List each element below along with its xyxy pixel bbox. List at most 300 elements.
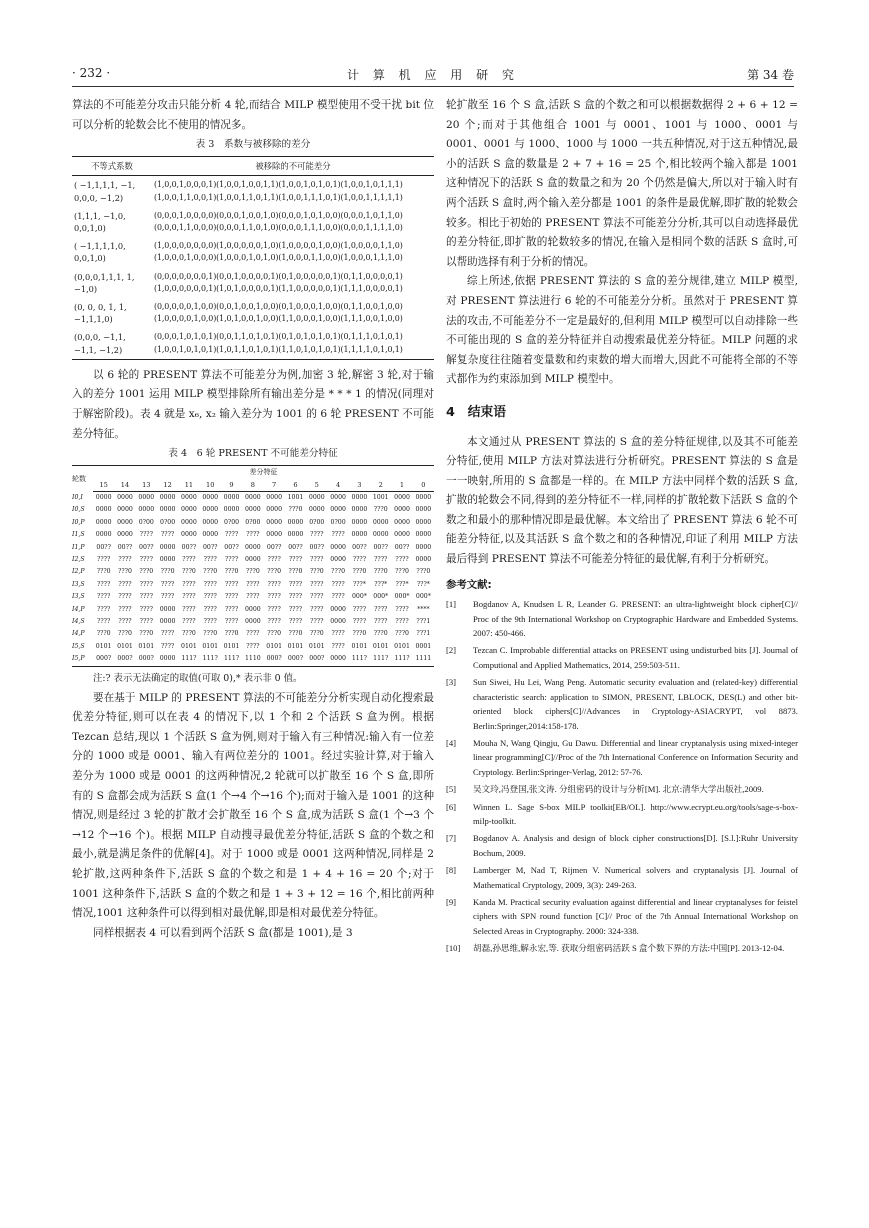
table4-cell: 0000 xyxy=(117,518,133,526)
table4-cell: ???? xyxy=(288,618,303,626)
paragraph: 同样根据表 4 可以看到两个活跃 S 盒(都是 1001),是 3 xyxy=(93,926,353,939)
table4-cell: ???? xyxy=(267,618,281,626)
table4-cell: ???? xyxy=(160,531,175,539)
paragraph: 本文通过从 PRESENT 算法的 S 盒的差分特征规律,以及其不可能差分特征,使用 MILP 方法对算法进行分析研究。PRESENT 算法的 S 盒是一一映射,所用的 S 盒都是一样的。在 MILP 方法中同样个数的活跃 S 盒,扩散的轮数会不同,得到的差分特征不一样,同样的扩散轮数下活跃 S 盒的个数之和最小的那种情况即是最优解。本文给出了 PRESENT 算法 6 轮不可能差分特征,以及其活跃 S 盒个数之和的各种情况,印证了利用 MILP 方法最后得到 PRESENT 算法不可能差分特征的最优解,有利于分析研究。 xyxy=(446,435,798,566)
table4-cell: ???1 xyxy=(416,630,431,638)
reference-number: [5] xyxy=(446,784,457,795)
reference-number: [8] xyxy=(446,865,457,876)
table4-cell: 1110 xyxy=(244,655,261,663)
table4-cell: 0000 xyxy=(415,506,432,514)
table4-cell: 0000 xyxy=(351,518,368,526)
table4-round-label: I2,S xyxy=(72,556,85,564)
reference-number: [9] xyxy=(446,896,457,907)
table4-cell: 0?00 xyxy=(330,518,346,526)
table4-cell: 0?00 xyxy=(138,518,154,526)
table4-cell: 0000 xyxy=(266,518,283,526)
table4-cell: ???? xyxy=(267,580,281,588)
table4-cell: ???? xyxy=(97,618,111,626)
paragraph: 算法的不可能差分攻击只能分析 4 轮,而结合 MILP 模型使用不受干扰 bit 位可以分析的轮数会比不使用的情况多。 xyxy=(72,99,434,131)
table4-cell: ???0 xyxy=(118,568,132,576)
table4-cell: 000? xyxy=(96,655,112,663)
table3-row xyxy=(72,268,434,298)
table4-cell: ???* xyxy=(416,580,430,588)
table4-cell: ???? xyxy=(310,531,324,539)
reference-number: [7] xyxy=(446,833,457,844)
table4-cell: ???? xyxy=(267,605,281,613)
table4-cell: ???? xyxy=(288,605,303,613)
table4-cell: 0000 xyxy=(330,494,346,502)
table4-cell: 0101 xyxy=(308,642,325,650)
table4-cell: 0?00 xyxy=(160,518,176,526)
table4-cell: 0000 xyxy=(159,556,176,564)
table4-row xyxy=(72,554,434,566)
table4-cell: 0000 xyxy=(159,543,176,551)
table4-cell: 0000 xyxy=(138,506,155,514)
table4-cell: ???0 xyxy=(352,568,367,576)
table4-cell: ???0 xyxy=(96,568,111,576)
table4-cell: ???0 xyxy=(373,568,388,576)
table4-cell: ???? xyxy=(182,618,196,626)
table4-row xyxy=(72,641,434,653)
table4-cell: 000* xyxy=(415,593,431,601)
table4-cell: ???? xyxy=(288,593,303,601)
table4-cell: 0000 xyxy=(181,506,197,514)
table4-cell: 0101 xyxy=(372,642,389,650)
table4-cell: 111? xyxy=(351,655,367,663)
table4-cell: 0000 xyxy=(202,494,219,502)
table4-cell: 0000 xyxy=(394,506,410,514)
table4-cell: 0000 xyxy=(287,518,304,526)
table4-cell: 111? xyxy=(202,655,218,663)
table4-cell: 000? xyxy=(138,655,154,663)
table3-diffs-cell: (0,0,0,0,0,0,0,1)(0,0,1,0,0,0,0,1)(0,1,0,0,0,0,0,1)(0,1,1,0,0,0,0,1)(1,0,0,0,0,0,0,1)(1,0,1,0,0,0,0,1)(1,1,0,0,0,0,0,1)(1,1,1,0,0,0,0,1) xyxy=(154,271,403,293)
paragraph: 要在基于 MILP 的 PRESENT 算法的不可能差分分析实现自动化搜索最优差分特征,则可以在表 4 的情况下,以 1 个和 2 个活跃 S 盒为例。根据 Tezcan 总结,现以 1 个活跃 S 盒为例,则对于输入有三种情况:输入有一位差分的 1000 或是 0001、输入有两位差分的 1001。经过实验计算,对于输入差分为 1000 或是 0001 的这两种情况,2 轮就可以扩散至 16 个 S 盒,即所有的 S 盒都会成为活跃 S 盒(1 个→4 个→16 个);而对于输入是 1001 的这种情况,则是经过 3 轮的扩散才会扩散至 16 个 S 盒,成为活跃 S 盒(1 个→3 个→12 个→16 个)。根据 MILP 自动搜寻最优差分特征,活跃 S 盒的个数之和最小,就是满足条件的优解[4]。对于 1000 或是 0001 这两种情况,同样是 2 轮扩散,这两种条件下,活跃 S 盒的个数之和是 1 + 4 + 16 = 20 个;对于 1001 这种条件下,活跃 S 盒的个数之和是 1 + 3 + 12 = 16 个,相比前两种情况,1001 这种条件可以得到相对最优解,即是相对最优差分特征。 xyxy=(72,691,434,920)
journal-name: 计 算 机 应 用 研 究 xyxy=(347,68,519,82)
table4-cell: ???? xyxy=(331,580,345,588)
table4-row xyxy=(72,529,434,541)
table4-cell: ???0 xyxy=(160,568,175,576)
table4-col-header: 7 xyxy=(264,479,285,492)
table4-col-header: 1 xyxy=(391,479,412,492)
table4-group-header: 差分特征 xyxy=(249,468,278,477)
table4-cell: ???? xyxy=(139,593,153,601)
table4-cell: ???0 xyxy=(181,568,196,576)
table4-cell: 0000 xyxy=(372,531,389,539)
table4-cell: 0000 xyxy=(330,543,346,551)
table4-cell: 0000 xyxy=(351,531,368,539)
table4-cell: **** xyxy=(417,605,430,613)
table4-cell: ???? xyxy=(118,618,132,626)
table4-cell: ???? xyxy=(395,618,409,626)
table4-cell: 0000 xyxy=(223,494,240,502)
table3-coef-cell: (0,0,0,1,1,1, 1, −1,0) xyxy=(74,271,135,294)
table4-cell: 000? xyxy=(117,655,133,663)
table4-cell: 000? xyxy=(266,655,282,663)
table4-round-label: I1,P xyxy=(72,543,85,551)
table3-diffs-cell: (0,0,0,1,0,1,0,1)(0,0,1,1,0,1,0,1)(0,1,0,1,0,1,0,1)(0,1,1,1,0,1,0,1)(1,0,0,1,0,1,0,1)(1,0,1,1,0,1,0,1)(1,1,0,1,0,1,0,1)(1,1,1,1,0,1,0,1) xyxy=(154,332,403,354)
table4-cell: 0000 xyxy=(330,556,346,564)
table4-cell: ???0 xyxy=(288,630,303,638)
table4-cell: ???0 xyxy=(245,568,260,576)
table4-cell: ???? xyxy=(97,580,111,588)
table4-cell: ???? xyxy=(374,605,388,613)
table4-cell: ???? xyxy=(118,605,132,613)
table4-cell: 0000 xyxy=(415,494,432,502)
table4-cell: ???0 xyxy=(267,630,282,638)
table4-row xyxy=(72,504,434,516)
table4-col-header: 6 xyxy=(285,479,306,492)
table4-row xyxy=(72,517,434,529)
table4-cell: ???? xyxy=(246,531,260,539)
reference-text: Kanda M. Practical security evaluation against differential and linear cryptanalyses for feistel ciphers with SPN round function [C]// Proc of the 7th Annual International Workshop on Selected Areas in Cryptography. 2000: 324-338. xyxy=(473,896,798,936)
table4-cell: 0101 xyxy=(117,642,133,650)
running-header xyxy=(72,66,794,87)
table4-col-header: 8 xyxy=(242,479,263,492)
table4-cell: 0000 xyxy=(95,531,112,539)
table4-round-label: I5,P xyxy=(72,655,85,663)
table4-cell: 00?? xyxy=(181,543,197,551)
table4-col-header: 5 xyxy=(306,479,327,492)
table4-cell: ???? xyxy=(331,642,345,650)
table4-cell: 000* xyxy=(351,593,367,601)
table4-cell: ???? xyxy=(224,593,239,601)
table4-col-header: 2 xyxy=(370,479,391,492)
table4-cell: 0000 xyxy=(181,531,197,539)
table4-cell: 1001 xyxy=(287,494,304,502)
table4-cell: ???? xyxy=(160,580,175,588)
table4-cell: ???? xyxy=(374,556,388,564)
table4-cell: 0?00 xyxy=(223,518,240,526)
table4-row xyxy=(72,628,434,640)
table4-cell: ???? xyxy=(246,593,260,601)
table4-cell: 0000 xyxy=(330,655,346,663)
table4-cell: 000* xyxy=(394,593,410,601)
table4-cell: ???? xyxy=(374,618,388,626)
table4-cell: 1001 xyxy=(372,494,389,502)
table4-cell: 0000 xyxy=(117,531,133,539)
table4-cell: 0000 xyxy=(159,655,176,663)
table4-cell: 0000 xyxy=(95,506,112,514)
table4-cell: 0000 xyxy=(266,506,283,514)
table4-cell: ???? xyxy=(352,556,367,564)
table4-cell: 00?? xyxy=(309,543,325,551)
table4-cell: ???? xyxy=(352,618,367,626)
reference-item xyxy=(446,597,798,640)
table4-cell: ???? xyxy=(97,556,111,564)
table4-cell: 00?? xyxy=(117,543,133,551)
table4-cell: ???0 xyxy=(373,506,388,514)
table4-cell: ???1 xyxy=(416,618,431,626)
reference-number: [10] xyxy=(446,943,461,954)
table4-cell: 000? xyxy=(287,655,304,663)
table4-cell: ???* xyxy=(374,580,388,588)
table4-cell: ???0 xyxy=(395,568,409,576)
table4-cell: 0000 xyxy=(159,506,176,514)
table4-col-header: 12 xyxy=(157,479,178,492)
table4-cell: 00?? xyxy=(266,543,282,551)
page-number: · 232 · xyxy=(72,66,111,80)
table4-col-header: 0 xyxy=(413,479,434,492)
reference-item xyxy=(446,831,798,860)
table4-cell: 0101 xyxy=(138,642,155,650)
table4-round-label: I0,I xyxy=(72,493,83,501)
table4-round-label: I4,P xyxy=(72,605,85,613)
table4-cell: ???? xyxy=(182,580,196,588)
table3-diffs-cell: (0,0,0,1,0,0,0,0)(0,0,0,1,0,0,1,0)(0,0,0,1,0,1,0,0)(0,0,0,1,0,1,1,0)(0,0,0,1,1,0,0,0)(0,0,0,1,1,0,1,0)(0,0,0,1,1,1,0,0)(0,0,0,1,1,1,1,0) xyxy=(154,210,403,232)
table4-cell: 111? xyxy=(223,655,240,663)
table4-cell: ???? xyxy=(118,593,132,601)
volume-label: 第 34 卷 xyxy=(747,68,794,82)
table4-col-header: 10 xyxy=(200,479,221,492)
table4-cell: 0000 xyxy=(181,518,197,526)
table4-cell: 0000 xyxy=(202,506,219,514)
table4-cell: ???? xyxy=(160,642,175,650)
table3-diffs-cell: (1,0,0,1,0,0,0,1)(1,0,0,1,0,0,1,1)(1,0,0,1,0,1,0,1)(1,0,0,1,0,1,1,1)(1,0,0,1,1,0,0,1)(1,0,0,1,1,0,1,1)(1,0,0,1,1,1,0,1)(1,0,0,1,1,1,1,1) xyxy=(154,180,403,202)
table4-cell: ???? xyxy=(203,593,217,601)
table4-cell: ???0 xyxy=(96,630,111,638)
table4-cell: 0000 xyxy=(95,518,112,526)
table4-cell: ???0 xyxy=(118,630,132,638)
table4-cell: ???? xyxy=(224,580,239,588)
table4-cell: ???? xyxy=(288,556,303,564)
table4-cell: ???? xyxy=(331,630,345,638)
table4-cell: ???? xyxy=(139,531,153,539)
table4-cell: ???0 xyxy=(267,568,282,576)
table4-cell: 111? xyxy=(373,655,389,663)
reference-text: Lamberger M, Nad T, Rijmen V. Numerical solvers and cryptanalysis [J]. Journal of Mathematical Cryptology, 2009, 3(3): 249-263. xyxy=(473,865,798,890)
table3-row xyxy=(72,328,434,359)
table4-cell: 0000 xyxy=(394,494,410,502)
table4-col-header: 4 xyxy=(327,479,348,492)
table4-round-label: I3,S xyxy=(72,593,85,601)
table3-row xyxy=(72,176,434,207)
table4-cell: ???? xyxy=(139,605,153,613)
table4-round-label: I0,P xyxy=(72,518,85,526)
table4-row xyxy=(72,566,434,578)
table4-cell: ???? xyxy=(160,593,175,601)
table4-cell: 0000 xyxy=(394,531,410,539)
table4-cell: 0101 xyxy=(223,642,240,650)
section-heading: 4 结束语 xyxy=(446,404,507,420)
table4-cell: ???? xyxy=(97,593,111,601)
table4-round-header: 轮数 xyxy=(72,474,86,483)
table4-cell: ???? xyxy=(97,605,111,613)
table4-cell: 0000 xyxy=(330,618,346,626)
table4-cell: ???? xyxy=(224,556,239,564)
table4-cell: ???0 xyxy=(181,630,196,638)
table3-coef-cell: (0, 0, 0, 1, 1, −1,1,1,0) xyxy=(74,302,127,325)
reference-text: Tezcan C. Improbable differential attacks on PRESENT using undisturbed bits [J]. Journal of Computional and Applied Mathematics, 2014, 259:503-511. xyxy=(473,645,798,670)
table4-cell: ???0 xyxy=(416,568,431,576)
table4-cell: ???0 xyxy=(203,630,218,638)
paragraph: 综上所述,依据 PRESENT 算法的 S 盒的差分规律,建立 MILP 模型,对 PRESENT 算法进行 6 轮的不可能差分分析。虽然对于 PRESENT 算法的攻击,不可能差分不一定是最好的,但利用 MILP 模型可以自动排除一些不可能出现的 S 盒的差分特征并自动搜索最优差分特征。MILP 问题的求解复杂度往往随着变量数和约束数的增大而增大,因此不可能将全部的不等式都作为约束添加到 MILP 模型中。 xyxy=(446,275,798,386)
table4-cell: ???? xyxy=(331,593,345,601)
table4-cell: 0101 xyxy=(181,642,197,650)
table4-cell: 0000 xyxy=(287,531,304,539)
table4-round-label: I4,P xyxy=(72,630,85,638)
table4-cell: ???? xyxy=(395,556,409,564)
table4-cell: ???? xyxy=(267,593,281,601)
table4-cell: 0000 xyxy=(95,494,112,502)
table3-row xyxy=(72,207,434,237)
table4-cell: 0000 xyxy=(181,494,197,502)
table4-cell: ???? xyxy=(331,531,345,539)
table4-cell: 00?? xyxy=(202,543,218,551)
table4-row xyxy=(72,604,434,616)
table4-cell: 00?? xyxy=(394,543,410,551)
table4-cell: 0000 xyxy=(159,605,176,613)
references-heading: 参考文献: xyxy=(446,578,492,591)
table4-cell: ???0 xyxy=(203,568,218,576)
reference-number: [2] xyxy=(446,645,457,656)
table4-col-header: 3 xyxy=(349,479,370,492)
table3-row xyxy=(72,298,434,328)
reference-item xyxy=(446,675,798,733)
table4-cell: 0000 xyxy=(159,494,176,502)
table4-cell: 0000 xyxy=(244,494,261,502)
table4-cell: ???? xyxy=(224,605,239,613)
table4-cell: ???? xyxy=(203,618,217,626)
table4-cell: 1111 xyxy=(415,655,432,663)
table4-cell: 0101 xyxy=(351,642,368,650)
table4-cell: 0000 xyxy=(138,494,155,502)
table4-cell: ???0 xyxy=(224,568,239,576)
table4-round-label: I3,S xyxy=(72,580,85,588)
table4-cell: ???? xyxy=(246,630,260,638)
left-column xyxy=(72,96,434,943)
table4-cell: ???0 xyxy=(309,630,324,638)
table4-cell: ???* xyxy=(395,580,409,588)
reference-number: [6] xyxy=(446,801,457,812)
table4-cell: ???? xyxy=(203,605,217,613)
table4-col-header: 13 xyxy=(136,479,157,492)
table4-cell: ???? xyxy=(310,580,324,588)
table4-col-header: 15 xyxy=(93,479,114,492)
table4-cell: 0000 xyxy=(244,543,261,551)
table4-cell: 00?? xyxy=(139,543,154,551)
reference-text: Mouha N, Wang Qingju, Gu Dawu. Differential and linear cryptanalysis using mixed-integer linear programming[C]//Proc of the 7th International Conference on Information Security and Cryptology. Berlin:Springer-Verlag, 2012: 57-76. xyxy=(473,737,798,777)
table4-cell: 0000 xyxy=(330,605,346,613)
table4-cell: 0000 xyxy=(244,506,261,514)
table4-cell: 0?00 xyxy=(245,518,261,526)
table3-header-coef: 不等式系数 xyxy=(72,157,152,176)
table4-cell: 0000 xyxy=(372,518,389,526)
table4-cell: ???? xyxy=(246,642,260,650)
table4-col-header: 14 xyxy=(114,479,135,492)
table3-coef-cell: (0,0,0, −1,1, −1,1, −1,2) xyxy=(74,332,126,355)
table4-cell: 0000 xyxy=(117,506,133,514)
table4-note: 注:? 表示无法确定的取值(可取 0),* 表示非 0 值。 xyxy=(93,672,303,684)
right-column xyxy=(446,96,798,959)
table4-cell: ???0 xyxy=(224,630,239,638)
table4-cell: ???0 xyxy=(288,568,303,576)
table4-cell: ???? xyxy=(310,556,324,564)
table4-cell: ???0 xyxy=(352,630,367,638)
table4 xyxy=(72,465,434,667)
table3-caption: 表 3 系数与被移除的差分 xyxy=(195,139,311,151)
table4-cell: ???? xyxy=(118,556,132,564)
table4-cell: ???? xyxy=(203,556,217,564)
reference-item xyxy=(446,800,798,829)
table4-cell: ???? xyxy=(203,580,217,588)
table4-round-label: I5,S xyxy=(72,642,85,650)
reference-list xyxy=(446,597,798,955)
table4-row xyxy=(72,653,434,666)
table3-coef-cell: ( −1,1,1,1,0, 0,0,1,0) xyxy=(74,241,126,264)
table4-cell: ???? xyxy=(160,630,175,638)
table4-cell: 000* xyxy=(373,593,389,601)
reference-text: Bogdanov A. Analysis and design of block cipher constructions[D]. [S.l.]:Ruhr University Bochum, 2009. xyxy=(473,833,798,858)
paragraph: 以 6 轮的 PRESENT 算法不可能差分为例,加密 3 轮,解密 3 轮,对于输入的差分 1001 运用 MILP 模型排除所有输出差分是 * * * 1 的情况(同理对于解密阶段)。表 4 就是 x₆, x₂ 输入差分为 1001 的 6 轮 PRESENT 不可能差分特征。 xyxy=(72,368,434,440)
reference-item xyxy=(446,643,798,672)
paragraph: 轮扩散至 16 个 S 盒,活跃 S 盒的个数之和可以根据数据得 2 + 6 + 12 = 20 个;而对于其他组合 1001 与 0001、1001 与 1000、0001 与 0001、0001 与 1000、1000 与 1000 一共五种情况,对于这五种情况,最小的活跃 S 盒的数量是 2 + 7 + 16 = 25 个,相比较两个输入都是 1001 这种情况下的活跃 S 盒的数量之和为 20 个仍然是偏大,所以对于输入时有两个活跃 S 盒时,两个输入差分都是 1001 的条件是最优解,即扩散的轮数会较多。相比于初始的 PRESENT 算法不可能差分分析,其可以自动选择最优的差分特征,即扩散的轮数较多的情况,在输入是相同个数的活跃 S 盒时,可以帮助选择有利于分析的情况。 xyxy=(446,99,798,268)
table4-cell: 0000 xyxy=(308,506,325,514)
table4-round-label: I1,S xyxy=(72,531,85,539)
table4-cell: 000? xyxy=(309,655,325,663)
table4-round-label: I0,S xyxy=(72,506,85,514)
table4-cell: ???0 xyxy=(395,630,409,638)
table4-cell: 00?? xyxy=(352,543,367,551)
table4-cell: 0000 xyxy=(330,506,346,514)
reference-text: 吴文玲,冯登国,张文涛. 分组密码的设计与分析[M]. 北京:清华大学出版社,2009. xyxy=(473,784,764,795)
table4-cell: ???? xyxy=(182,605,196,613)
table4-cell: ???? xyxy=(118,580,132,588)
table4-cell: ???* xyxy=(352,580,366,588)
table4-cell: 0000 xyxy=(244,605,261,613)
reference-number: [3] xyxy=(446,677,457,688)
table4-cell: 0000 xyxy=(159,618,176,626)
table4-cell: 0000 xyxy=(415,556,432,564)
table4-cell: ???? xyxy=(288,580,303,588)
table4-cell: ???? xyxy=(182,593,196,601)
table4-cell: 00?? xyxy=(288,543,303,551)
table4-cell: 0000 xyxy=(351,506,368,514)
reference-number: [4] xyxy=(446,737,457,748)
table4-col-header: 11 xyxy=(178,479,199,492)
table4-cell: 0000 xyxy=(266,494,283,502)
table4-cell: ???? xyxy=(139,556,153,564)
table4-cell: ???? xyxy=(395,605,409,613)
table4-cell: 00?? xyxy=(96,543,111,551)
table4-cell: 0001 xyxy=(415,642,432,650)
reference-item xyxy=(446,863,798,892)
table3-coef-cell: (1,1,1, −1,0, 0,0,1,0) xyxy=(74,210,126,233)
table4-cell: 0101 xyxy=(95,642,112,650)
table4-cell: 0000 xyxy=(415,531,432,539)
table3-coef-cell: ( −1,1,1,1, −1, 0,0,0, −1,2) xyxy=(74,180,136,203)
table4-cell: ???? xyxy=(267,556,281,564)
table4-cell: 0000 xyxy=(117,494,133,502)
table4-cell: 0000 xyxy=(244,556,261,564)
table4-caption: 表 4 6 轮 PRESENT 不可能差分特征 xyxy=(168,448,338,460)
table4-row xyxy=(72,616,434,628)
table4-cell: ???? xyxy=(139,618,153,626)
table4-cell: 0101 xyxy=(202,642,219,650)
table4-cell: 0101 xyxy=(287,642,304,650)
table4-cell: ???? xyxy=(352,605,367,613)
table4-cell: 0000 xyxy=(415,518,432,526)
table4-cell: 00?? xyxy=(373,543,388,551)
table4-cell: ???? xyxy=(182,556,196,564)
table4-cell: ???0 xyxy=(373,630,388,638)
table3 xyxy=(72,156,434,360)
table4-cell: 0?00 xyxy=(309,518,325,526)
table4-cell: 0000 xyxy=(202,531,219,539)
reference-item xyxy=(446,941,798,955)
table4-cell: 0000 xyxy=(223,506,240,514)
table3-diffs-cell: (0,0,0,0,0,1,0,0)(0,0,1,0,0,1,0,0)(0,1,0,0,0,1,0,0)(0,1,1,0,0,1,0,0)(1,0,0,0,0,1,0,0)(1,0,1,0,0,1,0,0)(1,1,0,0,0,1,0,0)(1,1,1,0,0,1,0,0) xyxy=(154,302,403,324)
reference-item xyxy=(446,736,798,779)
